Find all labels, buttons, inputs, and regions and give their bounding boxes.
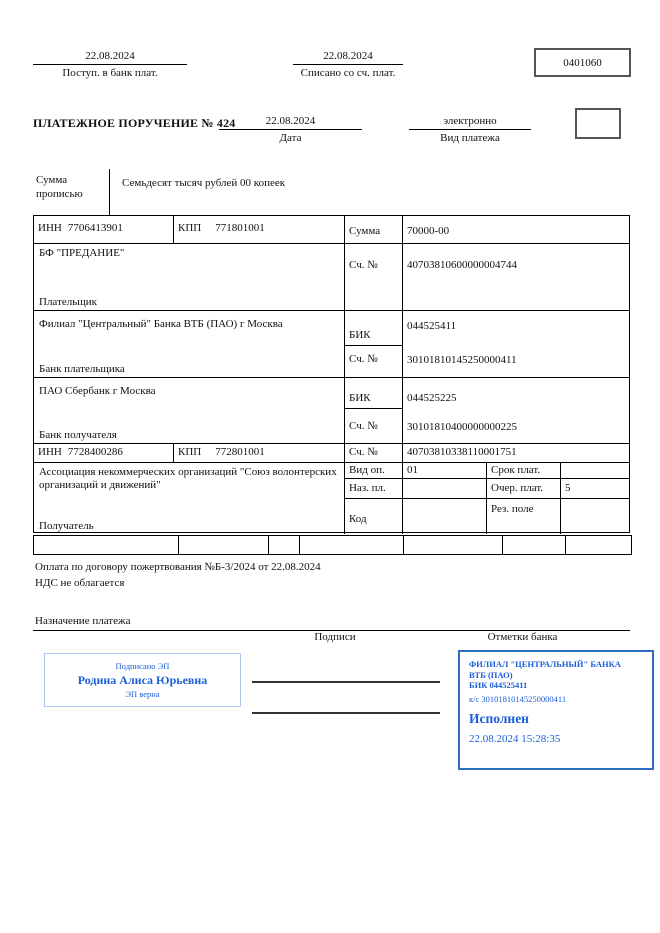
payee-inn-label: ИНН: [38, 446, 62, 458]
reserve-field-label: Рез. поле: [487, 499, 561, 534]
signatures-label: Подписи: [314, 631, 356, 643]
document-date-label: Дата: [279, 132, 302, 144]
form-code-box: 0401060: [534, 48, 631, 77]
received-date: 22.08.2024: [33, 49, 187, 65]
payee-bank-value-col: [403, 378, 629, 443]
payee-bank-label-col: [345, 378, 403, 443]
bank-stamp: [458, 650, 654, 770]
payer-bank-value-col: [403, 311, 629, 377]
payee-bank-role-label: Банк получателя: [39, 429, 117, 441]
received-in-bank-group: [33, 49, 187, 80]
document-date: 22.08.2024: [219, 114, 362, 130]
budget-fields-strip: [33, 535, 632, 555]
debited-group: [293, 49, 403, 80]
status-code-box: [575, 108, 621, 139]
purpose-code-row: [345, 479, 629, 499]
document-date-group: [219, 114, 362, 145]
payee-bank-account-label: Сч. №: [349, 420, 378, 432]
budget-field-cell: [269, 536, 300, 554]
sum-value-cell: 70000-00: [407, 225, 450, 237]
op-type-value: 01: [403, 463, 487, 478]
payer-bank-name-cell: [34, 311, 345, 377]
bank-marks-label: Отметки банка: [487, 631, 558, 643]
reserve-field-value: [561, 499, 629, 534]
payee-bank-account-value: 30101810400000000225: [407, 421, 517, 433]
payment-type-group: [409, 114, 531, 145]
code-label: Код: [345, 499, 403, 534]
budget-field-cell: [566, 536, 629, 554]
bank-stamp-bank-line1: ФИЛИАЛ "ЦЕНТРАЛЬНЫЙ" БАНКА: [469, 659, 621, 669]
payee-row: [34, 463, 629, 534]
payment-order-table: [33, 215, 630, 533]
payee-inn-cell: [34, 444, 174, 462]
pay-purpose-value: [403, 479, 487, 498]
payer-account-label: Сч. №: [345, 244, 403, 310]
payer-kpp-label: КПП: [178, 222, 202, 234]
bank-stamp-timestamp: 22.08.2024 15:28:35: [469, 732, 561, 745]
payer-bank-account-label: Сч. №: [349, 353, 378, 365]
bank-stamp-bank-line2: ВТБ (ПАО): [469, 669, 513, 680]
signature-stamp-line1: Подписано ЭП: [115, 661, 170, 671]
purpose-line-2: НДС не облагается: [35, 577, 125, 589]
operation-fields: [345, 463, 629, 534]
debited-date-label: Списано со сч. плат.: [300, 67, 396, 79]
priority-label: Очер. плат.: [487, 479, 561, 498]
payer-inn-row: [34, 216, 629, 244]
payee-name: Ассоциация некоммерческих организаций "Союз волонтерских организаций и движений": [39, 466, 337, 491]
payee-kpp-cell: [174, 444, 345, 462]
payee-kpp-value: 772801001: [215, 446, 265, 458]
payer-inn-cell: [34, 216, 174, 243]
payee-bank-row: [34, 378, 629, 444]
payer-name-cell: [34, 244, 345, 310]
payer-bank-account-value: 30101810145250000411: [407, 354, 517, 366]
signature-stamp-line3: ЭП верна: [125, 689, 160, 699]
budget-field-cell: [300, 536, 404, 554]
budget-field-cell: [34, 536, 179, 554]
payee-bank-name: ПАО Сбербанк г Москва: [39, 385, 156, 397]
received-date-label: Поступ. в банк плат.: [62, 67, 158, 79]
priority-value: 5: [565, 482, 571, 494]
sum-words-divider: [109, 169, 110, 215]
payer-bank-bik-label: БИК: [345, 311, 402, 346]
payee-name-cell: [34, 463, 345, 534]
payer-kpp-value: 771801001: [215, 222, 265, 234]
payee-account-value: 40703810338110001751: [407, 446, 517, 458]
purpose-line-1: Оплата по договору пожертвования №Б-3/2024 от 22.08.2024: [35, 561, 321, 573]
payer-name: БФ "ПРЕДАНИЕ": [39, 247, 125, 259]
payer-bank-row: [34, 311, 629, 378]
payment-type-label: Вид платежа: [440, 132, 500, 144]
signature-stamp: [44, 653, 241, 707]
sum-in-words-label: Сумма прописью: [36, 174, 83, 200]
payee-inn-row: [34, 444, 629, 463]
due-date-label: Срок плат.: [487, 463, 561, 478]
payee-account-label: Сч. №: [345, 444, 403, 462]
payee-bank-name-cell: [34, 378, 345, 443]
op-type-label: Вид оп.: [345, 463, 403, 478]
debited-date: 22.08.2024: [293, 49, 403, 65]
sum-label-cell: Сумма: [345, 216, 403, 243]
sum-in-words-value: Семьдесят тысяч рублей 00 копеек: [122, 177, 286, 189]
op-type-row: [345, 463, 629, 479]
budget-field-cell: [179, 536, 269, 554]
payee-bank-bik-value: 044525225: [407, 392, 457, 404]
payer-bank-name: Филиал "Центральный" Банка ВТБ (ПАО) г Москва: [39, 318, 283, 330]
signature-stamp-name: Родина Алиса Юрьевна: [77, 673, 208, 687]
signature-line-2: [252, 712, 440, 714]
bank-stamp-bik: БИК 044525411: [469, 680, 528, 690]
document-title: ПЛАТЕЖНОЕ ПОРУЧЕНИЕ № 424: [33, 116, 236, 130]
payer-bank-label-col: [345, 311, 403, 377]
bank-stamp-status: Исполнен: [469, 710, 529, 726]
code-value: [403, 499, 487, 534]
payer-bank-bik-value: 044525411: [407, 320, 457, 332]
budget-field-cell: [503, 536, 566, 554]
payer-kpp-cell: [174, 216, 345, 243]
payer-role-label: Плательщик: [39, 296, 97, 308]
payer-bank-role-label: Банк плательщика: [39, 363, 125, 375]
bank-stamp-corr-account: к/с 30101810145250000411: [469, 693, 567, 704]
payer-inn-value: 7706413901: [67, 222, 123, 234]
payee-inn-value: 7728400286: [67, 446, 123, 458]
payee-role-label: Получатель: [39, 520, 94, 532]
budget-field-cell: [404, 536, 503, 554]
payer-row: [34, 244, 629, 311]
code-row: [345, 499, 629, 534]
signature-line-1: [252, 681, 440, 683]
payee-bank-bik-label: БИК: [345, 378, 402, 409]
pay-purpose-label: Наз. пл.: [345, 479, 403, 498]
payer-inn-label: ИНН: [38, 222, 62, 234]
payee-kpp-label: КПП: [178, 446, 202, 458]
due-date-value: [561, 463, 629, 478]
payment-type-value: электронно: [409, 114, 531, 130]
payer-account-value: 40703810600000004744: [407, 259, 517, 271]
purpose-label: Назначение платежа: [35, 615, 131, 627]
